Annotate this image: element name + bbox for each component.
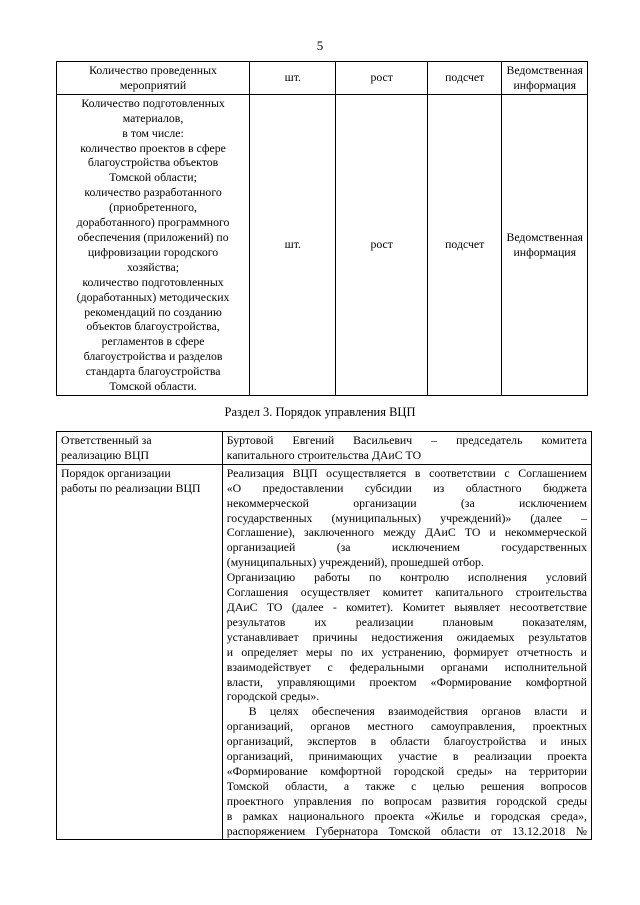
unit-cell: шт.	[250, 94, 336, 395]
trend-cell: рост	[336, 94, 427, 395]
procedure-label: Порядок организации работы по реализации ВЦП	[57, 464, 223, 840]
management-table	[56, 431, 592, 840]
paragraph: Реализация ВЦП осуществляется в соответствии с Соглашением «О предоставлении субсидии из областного бюджета некоммерческой организации (за исключением государственных (муниципальных) учреждений)» (далее – Соглашение), заключенного между ДАиС ТО и некоммерческой организацией (за исключением государственных (муниципальных) учреждений), прошедшей отбор.	[226, 465, 587, 570]
procedure-text	[222, 464, 591, 840]
paragraph: В целях обеспечения взаимодействия органов власти и организаций, органов местного самоуправления, проектных организаций, экспертов в области благоустройства и иных организаций, принимающих участие в реализации проекта «Формирование комфортной городской среды» на территории Томской области, а также с целью решения вопросов проектного управления по вопросам развития городской среды в рамках национального проекта «Жилье и городская среда», распоряжением Губернатора Томской области от 13.12.2018 №	[226, 704, 587, 838]
responsible-label: Ответственный за реализацию ВЦП	[57, 432, 223, 465]
indicator-cell: Количество проведенных мероприятий	[57, 62, 250, 95]
responsible-value: Буртовой Евгений Васильевич – председатель комитета капитального строительства ДАиС ТО	[222, 432, 591, 465]
table-row	[57, 94, 588, 395]
table-row	[57, 432, 592, 465]
method-cell: подсчет	[427, 94, 502, 395]
table-row	[57, 62, 588, 95]
source-cell: Ведомственная информация	[502, 94, 588, 395]
indicator-cell: Количество подготовленных материалов, в том числе: количество проектов в сфере благоустройства объектов Томской области; количество разработанного (приобретенного, доработанного) программного обеспечения (приложений) по цифровизации городского хозяйства; количество подготовленных (доработанных) методических рекомендаций по созданию объектов благоустройства, регламентов в сфере благоустройства и разделов стандарта благоустройства Томской области.	[57, 94, 250, 395]
unit-cell: шт.	[250, 62, 336, 95]
page-number: 5	[316, 38, 324, 53]
trend-cell: рост	[336, 62, 427, 95]
indicators-table	[56, 61, 588, 396]
table-row	[57, 464, 592, 840]
section-title: Раздел 3. Порядок управления ВЦП	[224, 405, 416, 419]
paragraph: Организацию работы по контролю исполнения условий Соглашения осуществляет комитет капитального строительства ДАиС ТО (далее - комитет). Комитет выявляет несоответствие результатов их реализации плановым показателям, устанавливает причины недостижения ожидаемых результатов и определяет меры по их устранению, формирует отчетность и взаимодействует с федеральными органами исполнительной власти, управляющими проектом «Формирование комфортной городской среды».	[226, 570, 587, 704]
method-cell: подсчет	[427, 62, 502, 95]
source-cell: Ведомственная информация	[502, 62, 588, 95]
